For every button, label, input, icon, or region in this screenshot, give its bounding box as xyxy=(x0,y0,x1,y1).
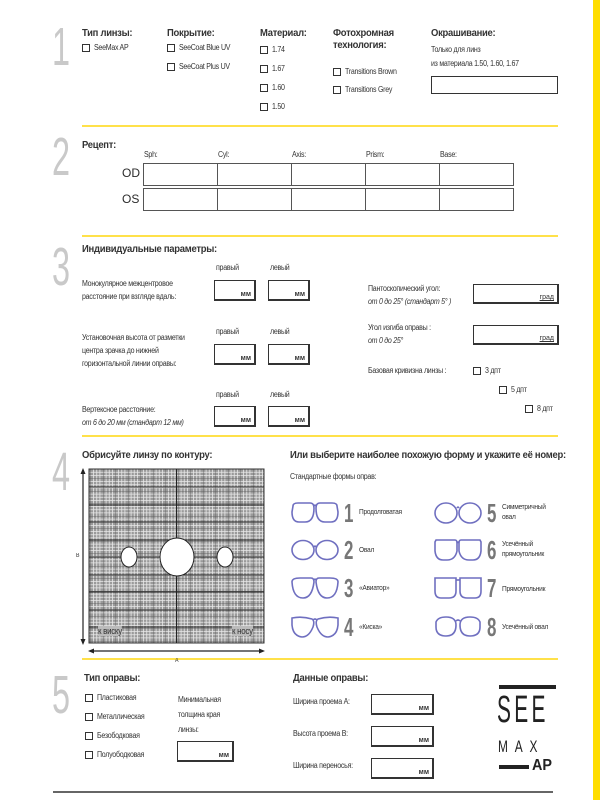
column-header: Prism: xyxy=(366,150,385,159)
material-option[interactable]: 1.74 xyxy=(260,45,286,54)
row-label-os: OS xyxy=(122,192,140,206)
pd-right-input[interactable]: мм xyxy=(214,280,256,301)
checkbox[interactable] xyxy=(473,367,481,375)
param-label: Монокулярное межцентровое xyxy=(82,279,173,288)
row-label-od: OD xyxy=(122,166,140,180)
brand-side-bar xyxy=(593,0,600,800)
shape-label: прямоугольник xyxy=(502,549,545,558)
height-right-input[interactable]: мм xyxy=(214,344,256,365)
left-label: левый xyxy=(270,390,290,399)
photochromic-option[interactable]: Transitions Grey xyxy=(333,85,399,94)
checkbox[interactable] xyxy=(85,694,93,702)
shape-label: «Киска» xyxy=(359,622,383,631)
section-number: 4 xyxy=(52,442,71,502)
base-curve-option[interactable]: 5 дпт xyxy=(499,385,529,394)
section-divider xyxy=(82,235,558,237)
sph-od-cell[interactable] xyxy=(144,164,218,186)
frame-shape-5[interactable] xyxy=(433,500,483,531)
right-label: правый xyxy=(216,390,239,399)
section-number: 3 xyxy=(52,237,71,297)
trace-title: Обрисуйте линзу по контуру: xyxy=(82,449,213,461)
right-label: правый xyxy=(216,327,239,336)
checkbox[interactable] xyxy=(260,46,268,54)
prism-od-cell[interactable] xyxy=(366,164,440,186)
param-hint: от 6 до 20 мм (стандарт 12 мм) xyxy=(82,418,184,427)
symmetric-oval-glasses-icon xyxy=(433,500,483,526)
checkbox[interactable] xyxy=(167,63,175,71)
min-edge-input[interactable]: мм xyxy=(177,741,234,762)
param-label: расстояние при взгляде вдаль: xyxy=(82,292,177,301)
checkbox[interactable] xyxy=(260,103,268,111)
cyl-od-cell[interactable] xyxy=(218,164,292,186)
shape-label: Продолговатая xyxy=(359,507,402,516)
angle-label: Пантоскопический угол: xyxy=(368,284,441,293)
base-od-cell[interactable] xyxy=(440,164,514,186)
checkbox[interactable] xyxy=(333,86,341,94)
param-label: Вертексное расстояние: xyxy=(82,405,156,414)
lens-tracing-grid[interactable] xyxy=(78,466,268,666)
shape-number: 7 xyxy=(487,573,497,603)
shape-label: Усечённый xyxy=(502,539,533,548)
frame-type-title: Тип оправы: xyxy=(84,672,141,684)
shape-number: 6 xyxy=(487,535,497,565)
nose-direction-label: к носу xyxy=(232,626,253,636)
material-option[interactable]: 1.50 xyxy=(260,102,286,111)
checkbox[interactable] xyxy=(82,44,90,52)
choose-shape-title: Или выберите наиболее похожую форму и укажите её номер: xyxy=(290,449,566,461)
temple-hole xyxy=(121,547,137,567)
min-edge-label: линзы: xyxy=(178,725,199,734)
bridge-width-input[interactable]: мм xyxy=(371,758,434,779)
standard-shapes-title: Стандартные формы оправ: xyxy=(290,472,377,481)
tint-title: Окрашивание: xyxy=(431,27,496,39)
section-divider xyxy=(82,435,558,437)
pd-left-input[interactable]: мм xyxy=(268,280,310,301)
seemax-logo: SEE M A X AP xyxy=(497,685,559,780)
angle-hint: от 0 до 25° (стандарт 5° ) xyxy=(368,297,452,306)
checkbox[interactable] xyxy=(333,68,341,76)
frame-type-option[interactable]: Безободковая xyxy=(85,731,145,740)
shape-number: 2 xyxy=(344,535,354,565)
param-label: центра зрачка до нижней xyxy=(82,346,159,355)
base-curve-option[interactable]: 8 дпт xyxy=(525,404,555,413)
axis-os-cell[interactable] xyxy=(292,189,366,211)
shape-number: 8 xyxy=(487,612,497,642)
left-label: левый xyxy=(270,327,290,336)
truncated-rectangle-glasses-icon xyxy=(433,537,483,563)
base-curve-label: Базовая кривизна линзы : xyxy=(368,366,447,375)
vertex-right-input[interactable]: мм xyxy=(214,406,256,427)
coating-option[interactable]: SeeCoat Blue UV xyxy=(167,43,237,52)
shape-label: Усечённый овал xyxy=(502,622,549,631)
lens-type-option[interactable]: SeeMax AP xyxy=(82,43,133,52)
frame-shape-4[interactable] xyxy=(290,614,340,645)
vertex-left-input[interactable]: мм xyxy=(268,406,310,427)
photochromic-title: Фотохромная xyxy=(333,27,394,39)
frame-shape-6[interactable] xyxy=(433,537,483,568)
photochromic-option[interactable]: Transitions Brown xyxy=(333,67,404,76)
table-row xyxy=(144,164,514,186)
checkbox[interactable] xyxy=(167,44,175,52)
checkbox[interactable] xyxy=(260,65,268,73)
rectangular-glasses-icon xyxy=(290,500,340,526)
section-number: 5 xyxy=(52,665,71,725)
coating-title: Покрытие: xyxy=(167,27,215,39)
material-title: Материал: xyxy=(260,27,307,39)
sph-os-cell[interactable] xyxy=(144,189,218,211)
min-edge-label: толщина края xyxy=(178,710,221,719)
lens-height-input[interactable]: мм xyxy=(371,726,434,747)
axis-a-label: A xyxy=(175,658,179,664)
frame-shape-7[interactable] xyxy=(433,575,483,606)
material-option[interactable]: 1.67 xyxy=(260,64,286,73)
section-number: 2 xyxy=(52,127,71,187)
base-os-cell[interactable] xyxy=(440,189,514,211)
lens-width-input[interactable]: мм xyxy=(371,694,434,715)
left-label: левый xyxy=(270,263,290,272)
photochromic-title: технология: xyxy=(333,39,387,51)
checkbox[interactable] xyxy=(85,732,93,740)
checkbox[interactable] xyxy=(85,713,93,721)
frame-data-label: Ширина проема A: xyxy=(293,697,350,706)
oval-glasses-icon xyxy=(290,537,340,563)
axis-od-cell[interactable] xyxy=(292,164,366,186)
checkbox[interactable] xyxy=(85,751,93,759)
prescription-table-os xyxy=(143,188,514,211)
shape-label: Симметричный xyxy=(502,502,546,511)
nose-hole xyxy=(217,547,233,567)
section-number: 1 xyxy=(52,17,71,77)
cat-eye-glasses-icon xyxy=(290,614,340,640)
param-label: горизонтальной линии оправы: xyxy=(82,359,177,368)
frame-type-option[interactable]: Металлическая xyxy=(85,712,151,721)
param-label: Установочная высота от разметки xyxy=(82,333,185,342)
material-option[interactable]: 1.60 xyxy=(260,83,286,92)
frame-data-label: Высота проема B: xyxy=(293,729,348,738)
tint-note: из материала 1.50, 1.60, 1.67 xyxy=(431,59,519,68)
frame-shape-2[interactable] xyxy=(290,537,340,568)
min-edge-label: Минимальная xyxy=(178,695,221,704)
shape-number: 1 xyxy=(344,498,354,528)
tint-note: Только для линз xyxy=(431,45,481,54)
pantoscopic-angle-input[interactable]: град xyxy=(473,284,559,304)
prism-os-cell[interactable] xyxy=(366,189,440,211)
checkbox[interactable] xyxy=(525,405,533,413)
center-hole xyxy=(160,538,194,576)
axis-b-label: B xyxy=(76,553,80,559)
checkbox[interactable] xyxy=(499,386,507,394)
coating-option[interactable]: SeeCoat Plus UV xyxy=(167,62,237,71)
shape-number: 4 xyxy=(344,612,354,642)
column-header: Base: xyxy=(440,150,457,159)
tint-input[interactable] xyxy=(431,76,558,94)
table-row xyxy=(144,189,514,211)
lens-type-title: Тип линзы: xyxy=(82,27,133,39)
axis-b-arrow xyxy=(81,468,86,645)
shape-label: Овал xyxy=(359,545,375,554)
angle-label: Угол изгиба оправы : xyxy=(368,323,431,332)
bottom-rule xyxy=(53,791,553,793)
column-header: Axis: xyxy=(292,150,306,159)
individual-params-title: Индивидуальные параметры: xyxy=(82,243,217,255)
temple-direction-label: к виску xyxy=(98,626,122,636)
section-divider xyxy=(82,125,558,127)
column-header: Sph: xyxy=(144,150,158,159)
shape-label: Прямоугольник xyxy=(502,584,546,593)
cyl-os-cell[interactable] xyxy=(218,189,292,211)
shape-label: овал xyxy=(502,512,516,521)
base-curve-option[interactable]: 3 дпт xyxy=(473,366,503,375)
frame-shape-8[interactable] xyxy=(433,614,483,645)
rectangle-glasses-icon xyxy=(433,575,483,601)
frame-shape-3[interactable] xyxy=(290,575,340,606)
column-header: Cyl: xyxy=(218,150,230,159)
frame-data-label: Ширина переносья: xyxy=(293,761,353,770)
checkbox[interactable] xyxy=(260,84,268,92)
shape-label: «Авиатор» xyxy=(359,583,390,592)
shape-number: 5 xyxy=(487,498,497,528)
frame-shape-1[interactable] xyxy=(290,500,340,531)
angle-hint: от 0 до 25° xyxy=(368,336,404,345)
height-left-input[interactable]: мм xyxy=(268,344,310,365)
shape-number: 3 xyxy=(344,573,354,603)
truncated-oval-glasses-icon xyxy=(433,614,483,640)
wrap-angle-input[interactable]: град xyxy=(473,325,559,345)
frame-type-option[interactable]: Пластиковая xyxy=(85,693,142,702)
frame-data-title: Данные оправы: xyxy=(293,672,369,684)
prescription-title: Рецепт: xyxy=(82,139,116,151)
aviator-glasses-icon xyxy=(290,575,340,601)
frame-type-option[interactable]: Полуободковая xyxy=(85,750,151,759)
right-label: правый xyxy=(216,263,239,272)
prescription-table-od xyxy=(143,163,514,186)
axis-a-arrow xyxy=(88,649,265,654)
